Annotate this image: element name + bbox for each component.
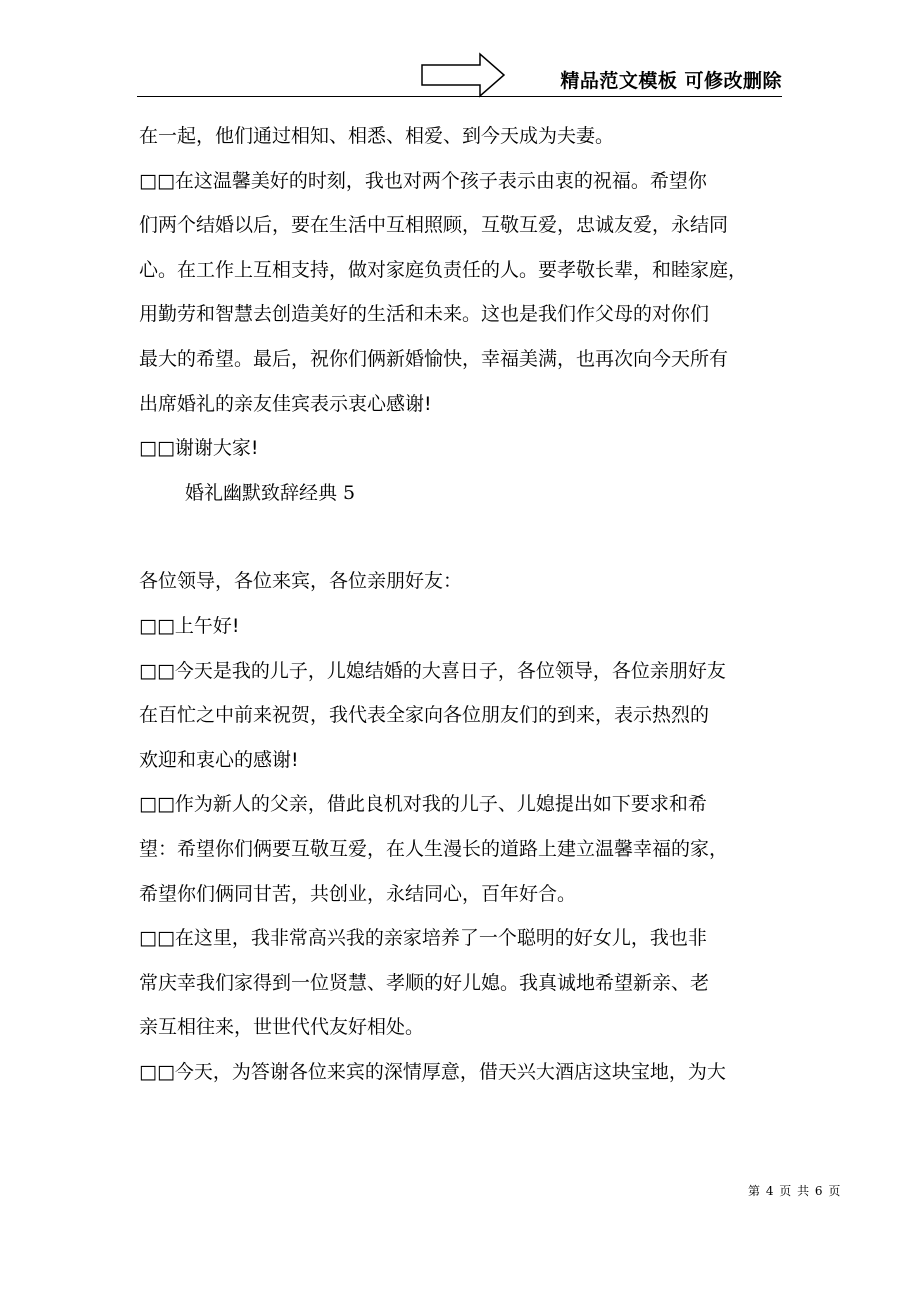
- paragraph-line: 望：希望你们俩要互敬互爱，在人生漫长的道路上建立温馨幸福的家，: [139, 837, 729, 860]
- paragraph-line: 在一起，他们通过相知、相悉、相爱、到今天成为夫妻。: [139, 125, 615, 147]
- paragraph-line: □□今天，为答谢各位来宾的深情厚意，借天兴大酒店这块宝地，为大: [139, 1060, 726, 1083]
- paragraph-line: □□上午好!: [139, 614, 240, 637]
- page-header: [420, 52, 782, 98]
- paragraph-line: □□作为新人的父亲，借此良机对我的儿子、儿媳提出如下要求和希: [139, 793, 707, 816]
- blank-line: [139, 515, 799, 559]
- paragraph-line: 亲互相往来，世世代代友好相处。: [139, 1016, 425, 1039]
- paragraph-line: 常庆幸我们家得到一位贤慧、孝顺的好儿媳。我真诚地希望新亲、老: [139, 971, 710, 994]
- page-number: 第 4 页 共 6 页: [748, 1184, 841, 1198]
- paragraph-line: □□在这温馨美好的时刻，我也对两个孩子表示由衷的祝福。希望你: [139, 169, 707, 192]
- right-arrow-outline-icon: [420, 52, 508, 98]
- paragraph-line: 心。在工作上互相支持，做对家庭负责任的人。要孝敬长辈，和睦家庭，: [139, 258, 748, 281]
- paragraph-line: 用勤劳和智慧去创造美好的生活和未来。这也是我们作父母的对你们: [139, 303, 710, 326]
- section-title: 婚礼幽默致辞经典 5: [185, 481, 356, 504]
- document-body: [139, 114, 799, 1094]
- paragraph-line: 在百忙之中前来祝贺，我代表全家向各位朋友们的到来，表示热烈的: [139, 704, 710, 727]
- paragraph-line: 各位领导，各位来宾，各位亲朋好友：: [139, 570, 463, 593]
- paragraph-line: 欢迎和衷心的感谢!: [139, 748, 299, 771]
- paragraph-line: □□在这里，我非常高兴我的亲家培养了一个聪明的好女儿，我也非: [139, 927, 707, 950]
- paragraph-line: 们两个结婚以后，要在生活中互相照顾，互敬互爱，忠诚友爱，永结同: [139, 214, 729, 237]
- header-title: 精品范文模板 可修改删除: [560, 70, 782, 92]
- header-divider: [137, 96, 782, 97]
- paragraph-line: 出席婚礼的亲友佳宾表示衷心感谢!: [139, 392, 432, 415]
- paragraph-line: 希望你们俩同甘苦，共创业，永结同心，百年好合。: [139, 882, 577, 905]
- paragraph-line: 最大的希望。最后，祝你们俩新婚愉快，幸福美满，也再次向今天所有: [139, 347, 729, 370]
- paragraph-line: □□今天是我的儿子，儿媳结婚的大喜日子，各位领导，各位亲朋好友: [139, 659, 726, 682]
- paragraph-line: □□谢谢大家!: [139, 437, 259, 460]
